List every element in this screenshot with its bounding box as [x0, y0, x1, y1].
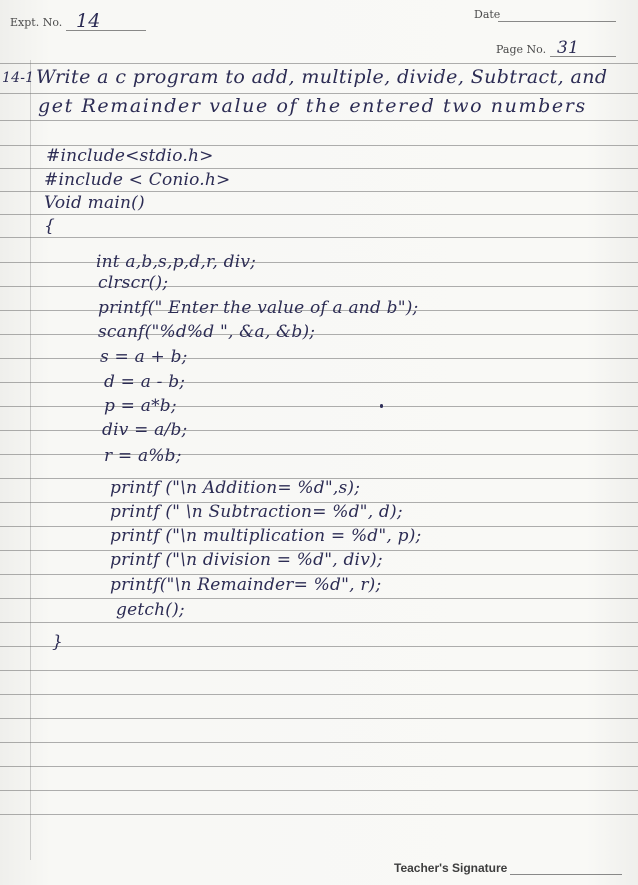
ruled-line	[0, 598, 638, 599]
page-no-label: Page No.	[496, 43, 547, 56]
code-line-scanf: scanf("%d%d ", &a, &b);	[98, 322, 316, 342]
ruled-line	[0, 814, 638, 815]
ink-dot	[380, 404, 383, 408]
ruled-line	[0, 670, 638, 671]
code-line-division: div = a/b;	[102, 420, 188, 440]
ruled-line	[0, 120, 638, 121]
code-line-close-brace: }	[52, 632, 64, 652]
question-number: 14-1	[2, 70, 35, 86]
code-line-void-main: Void main()	[44, 193, 145, 213]
ruled-line	[0, 430, 638, 431]
ruled-line	[0, 168, 638, 169]
date-blank	[498, 21, 616, 22]
question-line-2: get Remainder value of the entered two numbers	[38, 95, 587, 117]
margin-line	[30, 60, 31, 860]
ruled-line	[0, 406, 638, 407]
expt-no-value: 14	[76, 10, 101, 32]
code-line-clrscr: clrscr();	[98, 273, 169, 293]
ruled-line	[0, 63, 638, 64]
teacher-signature-blank	[510, 874, 622, 875]
code-line-printf-multiplication: printf ("\n multiplication = %d", p);	[110, 526, 422, 546]
code-line-remainder: r = a%b;	[104, 446, 182, 466]
ruled-line	[0, 358, 638, 359]
code-line-getch: getch();	[116, 600, 185, 620]
ruled-line	[0, 742, 638, 743]
code-line-printf-remainder: printf("\n Remainder= %d", r);	[110, 575, 382, 595]
ruled-line	[0, 454, 638, 455]
ruled-line	[0, 790, 638, 791]
ruled-line	[0, 214, 638, 215]
ruled-line	[0, 622, 638, 623]
code-line-declarations: int a,b,s,p,d,r, div;	[96, 252, 257, 272]
expt-no-label: Expt. No.	[10, 16, 63, 29]
ruled-line	[0, 237, 638, 238]
ruled-line	[0, 694, 638, 695]
code-line-printf-division: printf ("\n division = %d", div);	[110, 550, 383, 570]
ruled-line	[0, 286, 638, 287]
code-line-printf-subtraction: printf (" \n Subtraction= %d", d);	[110, 502, 403, 522]
ruled-line	[0, 191, 638, 192]
page-no-value: 31	[557, 38, 580, 58]
code-line-include-conio: #include < Conio.h>	[44, 170, 231, 190]
question-line-1: Write a c program to add, multiple, divide, Subtract, and	[36, 66, 608, 88]
ruled-line	[0, 646, 638, 647]
code-line-printf-enter: printf(" Enter the value of a and b");	[98, 298, 419, 318]
teacher-signature-label: Teacher's Signature	[394, 861, 508, 875]
code-line-sum: s = a + b;	[100, 347, 188, 367]
ruled-line	[0, 766, 638, 767]
ruled-line	[0, 334, 638, 335]
ruled-line	[0, 382, 638, 383]
code-line-product: p = a*b;	[104, 396, 177, 416]
code-line-difference: d = a - b;	[104, 372, 186, 392]
code-line-include-stdio: #include<stdio.h>	[46, 146, 214, 166]
date-label: Date	[474, 8, 501, 21]
ruled-line	[0, 718, 638, 719]
code-line-printf-addition: printf ("\n Addition= %d",s);	[110, 478, 361, 498]
code-line-open-brace: {	[44, 216, 56, 236]
ruled-line	[0, 93, 638, 94]
